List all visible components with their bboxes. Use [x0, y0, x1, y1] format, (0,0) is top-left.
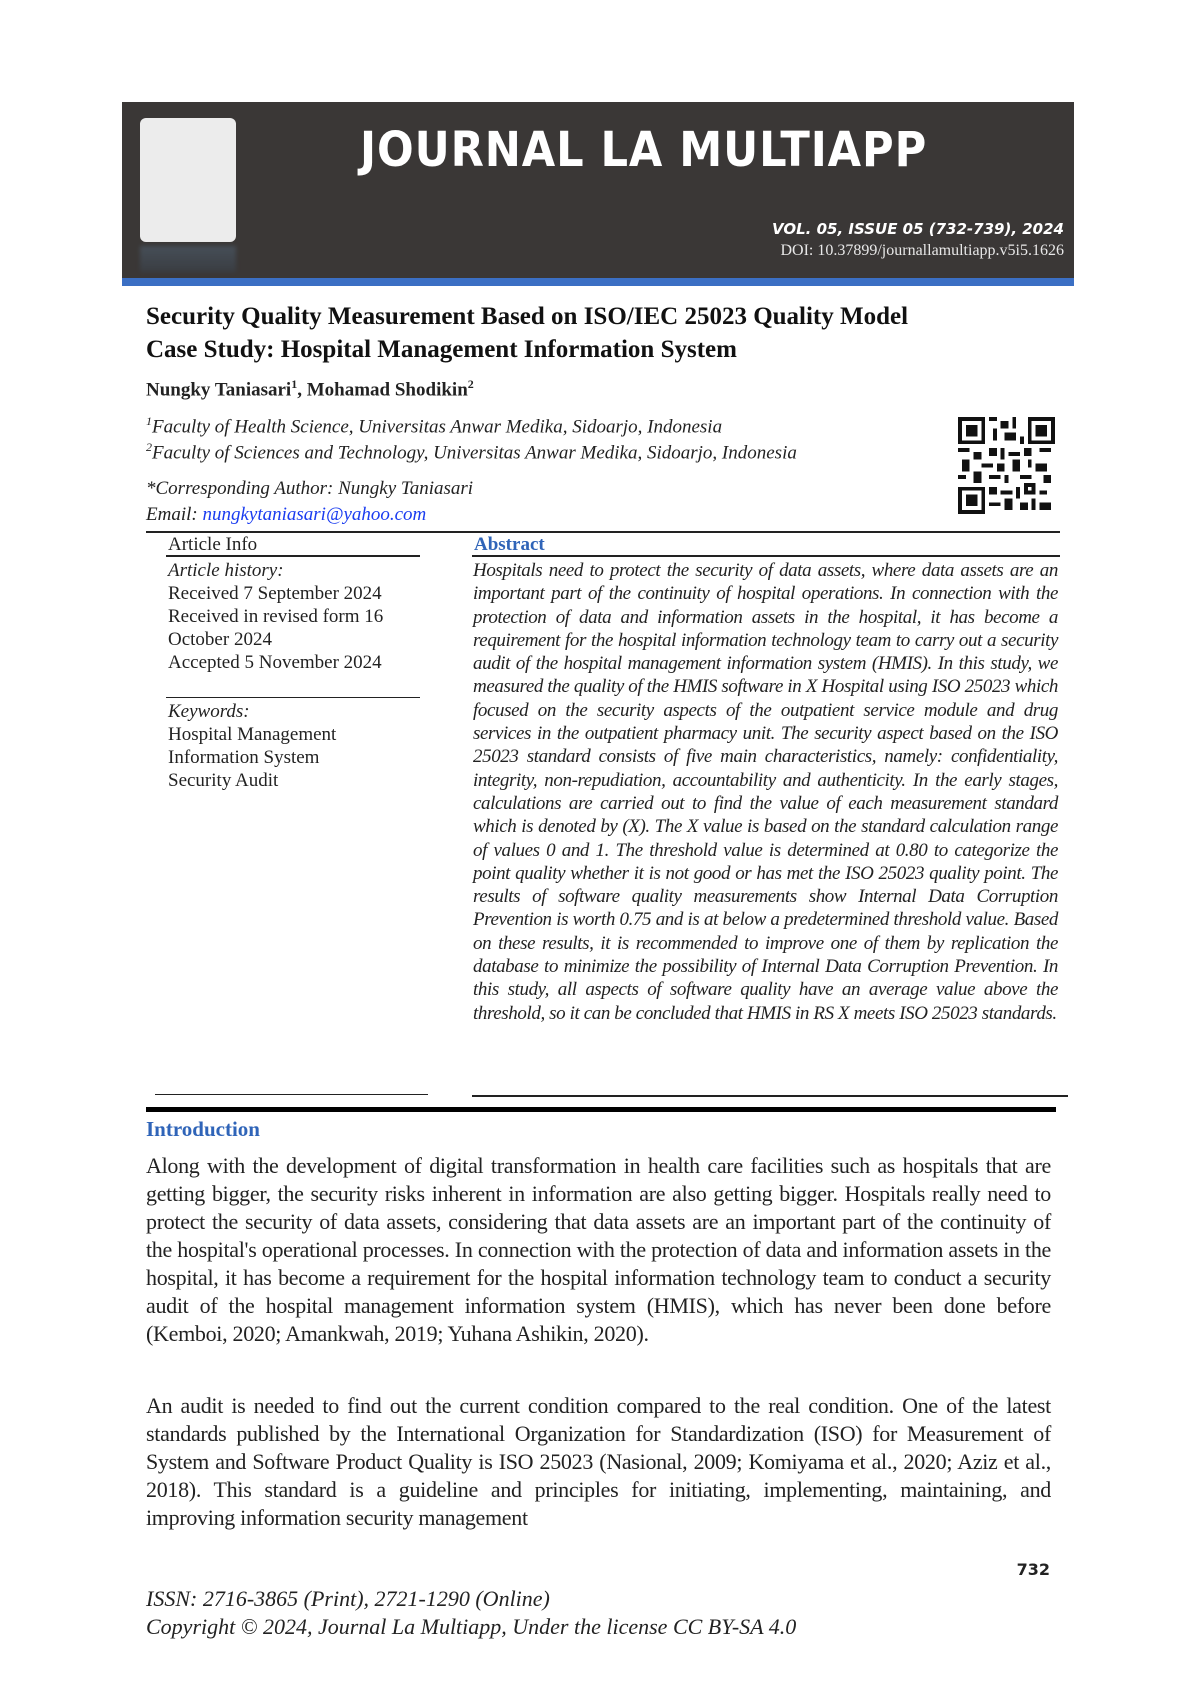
corresponding-author: *Corresponding Author: Nungky Taniasari: [146, 478, 474, 499]
page-number: 732: [1016, 1560, 1050, 1579]
keyword: Security Audit: [168, 770, 279, 791]
author-list: [146, 377, 474, 401]
journal-logo-reflection: [140, 246, 236, 272]
received-date: Received 7 September 2024: [168, 583, 382, 604]
abstract-rule: [472, 555, 1060, 557]
author-1: Nungky Taniasari: [146, 379, 292, 401]
affiliation-1-text: Faculty of Health Science, Universitas Anwar Medika, Sidoarjo, Indonesia: [152, 416, 723, 438]
revised-date-line-2: October 2024: [168, 629, 272, 650]
author-1-affil: 1: [291, 377, 298, 391]
issn: ISSN: 2716-3865 (Print), 2721-1290 (Online): [146, 1586, 550, 1611]
paper-title: [146, 300, 1046, 366]
abstract-text: Hospitals need to protect the security of data assets, where data assets are an important part of the continuity of hospital operations. In connection with the protection of data and information assets in the hospital, it has become a requirement for the hospital information technology team to carry out a security audit of the hospital management information system (HMIS). In this study, we measured the quality of the HMIS software in X Hospital using ISO 25023 which focused on the security aspects of the outpatient service module and drug services in the outpatient pharmacy unit. The security aspect based on the ISO 25023 standard consists of five main characteristics, namely: confidentiality, integrity, non-repudiation, accountability and authenticity. In the early stages, calculations are carried out to find the value of each measurement standard which is denoted by (X). The X value is based on the standard calculation range of values 0 and 1. The threshold value is determined at 0.80 to categorize the point quality whether it is not good or has met the ISO 25023 quality point. The results of software quality measurements show Internal Data Corruption Prevention is worth 0.75 and is at below a predetermined threshold value. Based on these results, it is recommended to improve one of them by replication the database to minimize the possibility of Internal Data Corruption Prevention. In this study, all aspects of software quality have an average value above the threshold, so it can be concluded that HMIS in RS X meets ISO 25023 standards.: [473, 560, 1058, 1024]
body-paragraph: An audit is needed to find out the current condition compared to the real condition. One of the latest standards published by the International Organization for Standardization (ISO) for Measurement of System and Software Product Quality is ISO 25023 (Nasional, 2009; Komiyama et al., 2020; Aziz et al., 2018). This standard is a guideline and principles for initiating, implementing, maintaining, and improving information security management: [146, 1393, 1051, 1530]
email-label: Email:: [146, 504, 203, 525]
article-info-bottom-rule: [155, 1094, 428, 1095]
body-paragraph: Along with the development of digital transformation in health care facilities such as hospitals that are getting bigger, the security risks inherent in information are also getting bigger. Hospitals really need to protect the security of data assets, considering that data assets are an important part of the continuity of the hospital's operational processes. In connection with the protection of data and information assets in the hospital, it has become a requirement for the hospital information technology team to conduct a security audit of the hospital management information system (HMIS), which has never been done before (Kemboi, 2020; Amankwah, 2019; Yuhana Ashikin, 2020).: [146, 1153, 1051, 1346]
author-separator: ,: [297, 379, 307, 401]
author-2: Mohamad Shodikin: [306, 379, 468, 401]
abstract-heading: Abstract: [474, 534, 545, 555]
qr-code-icon: [958, 417, 1055, 514]
copyright: Copyright © 2024, Journal La Multiapp, Under the license CC BY-SA 4.0: [146, 1614, 797, 1639]
header-section-divider: [146, 1107, 1056, 1112]
section-divider: [146, 531, 1060, 533]
title-line-2: Case Study: Hospital Management Information System: [146, 336, 737, 363]
keyword: Information System: [168, 747, 320, 768]
article-info-heading: Article Info: [168, 534, 258, 555]
journal-name: JOURNAL LA MULTIAPP: [360, 122, 928, 178]
revised-date-line-1: Received in revised form 16: [168, 606, 384, 627]
affiliation-2: [146, 440, 797, 464]
article-info-rule: [166, 555, 420, 557]
volume-issue: VOL. 05, ISSUE 05 (732-739), 2024: [772, 220, 1064, 238]
journal-logo-image: [140, 118, 236, 242]
affiliation-2-number: 2: [146, 440, 152, 454]
keywords-label: Keywords:: [168, 701, 250, 722]
introduction-heading: Introduction: [146, 1117, 260, 1141]
keywords-rule: [166, 697, 420, 698]
keyword: Hospital Management: [168, 724, 337, 745]
doi[interactable]: DOI: 10.37899/journallamultiapp.v5i5.1626: [780, 242, 1064, 259]
author-2-affil: 2: [467, 377, 474, 391]
affiliation-2-text: Faculty of Sciences and Technology, Universitas Anwar Medika, Sidoarjo, Indonesia: [152, 442, 797, 464]
banner-accent-strip: [122, 278, 1074, 286]
email-link[interactable]: nungkytaniasari@yahoo.com: [202, 504, 427, 525]
affiliation-1: [146, 414, 722, 438]
affiliation-1-number: 1: [146, 414, 152, 428]
email-line: [146, 504, 426, 526]
accepted-date: Accepted 5 November 2024: [168, 652, 382, 673]
article-history-label: Article history:: [168, 560, 284, 581]
abstract-bottom-rule: [472, 1095, 1068, 1097]
title-line-1: Security Quality Measurement Based on ISO/IEC 25023 Quality Model: [146, 303, 909, 330]
